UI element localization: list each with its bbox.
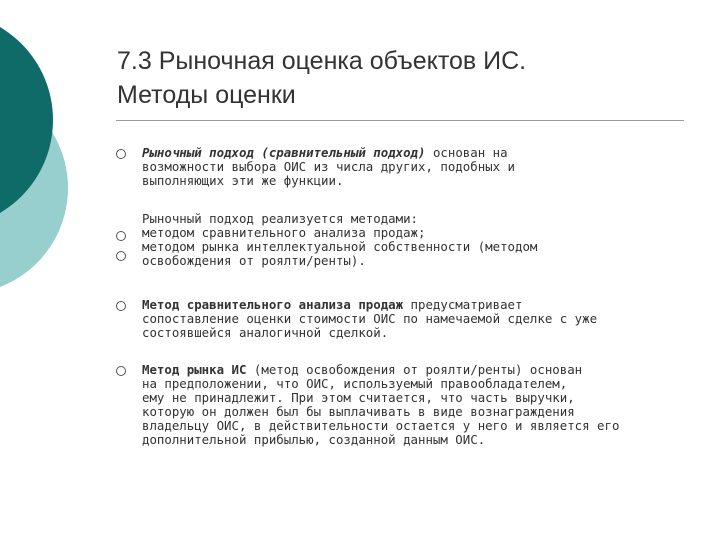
sales-comparison-lead: Метод сравнительного анализа продаж [142,297,404,312]
ip-market-line-2: на предположении, что ОИС, используемый правообладателем, [142,376,568,391]
paragraph-sales-comparison [142,298,687,340]
ip-market-line-5: владельцу ОИС, в действительности остается у него и является его [142,418,620,433]
method-2-line-2: освобождения от роялти/ренты). [142,253,366,268]
ip-market-lead: Метод рынка ИС [142,362,247,377]
market-approach-lead: Рыночный подход (сравнительный подход) [142,145,426,160]
decorative-teal-circles [0,0,120,300]
ip-market-text: (метод освобождения от роялти/ренты) основан [246,362,583,377]
bullet-marker [116,231,126,241]
market-approach-line-3: выполняющих эти же функции. [142,173,344,188]
method-1: методом сравнительного анализа продаж; [142,225,426,240]
bullet-marker [116,301,126,311]
slide-title [117,44,697,112]
method-2-line-1: методом рынка интеллектуальной собственности (методом [142,239,538,254]
sales-comparison-line-3: состоявшейся аналогичной сделкой. [142,325,389,340]
sales-comparison-line-2: сопоставление оценки стоимости ОИС по намечаемой сделке с уже [142,311,598,326]
paragraph-ip-market [142,363,687,447]
ip-market-line-4: которую он должен был бы выплачивать в виде вознаграждения [142,404,575,419]
paragraph-market-approach [142,146,687,188]
sales-comparison-text: предусматривает [403,297,523,312]
title-divider [116,120,684,121]
market-approach-line-2: возможности выбора ОИС из числа других, подобных и [142,159,515,174]
methods-intro: Рыночный подход реализуется методами: [142,211,419,226]
bullet-marker [116,251,126,261]
methods-list [142,212,687,268]
market-approach-text: основан на [425,145,508,160]
ip-market-line-3: ему не принадлежит. При этом считается, что часть выручки, [142,390,575,405]
bullet-marker [116,366,126,376]
title-line-2: Методы оценки [117,81,296,109]
ip-market-line-6: дополнительной прибылью, созданной данным ОИС. [142,432,486,447]
bullet-marker [116,149,126,159]
title-line-1: 7.3 Рыночная оценка объектов ИС. [117,47,527,75]
